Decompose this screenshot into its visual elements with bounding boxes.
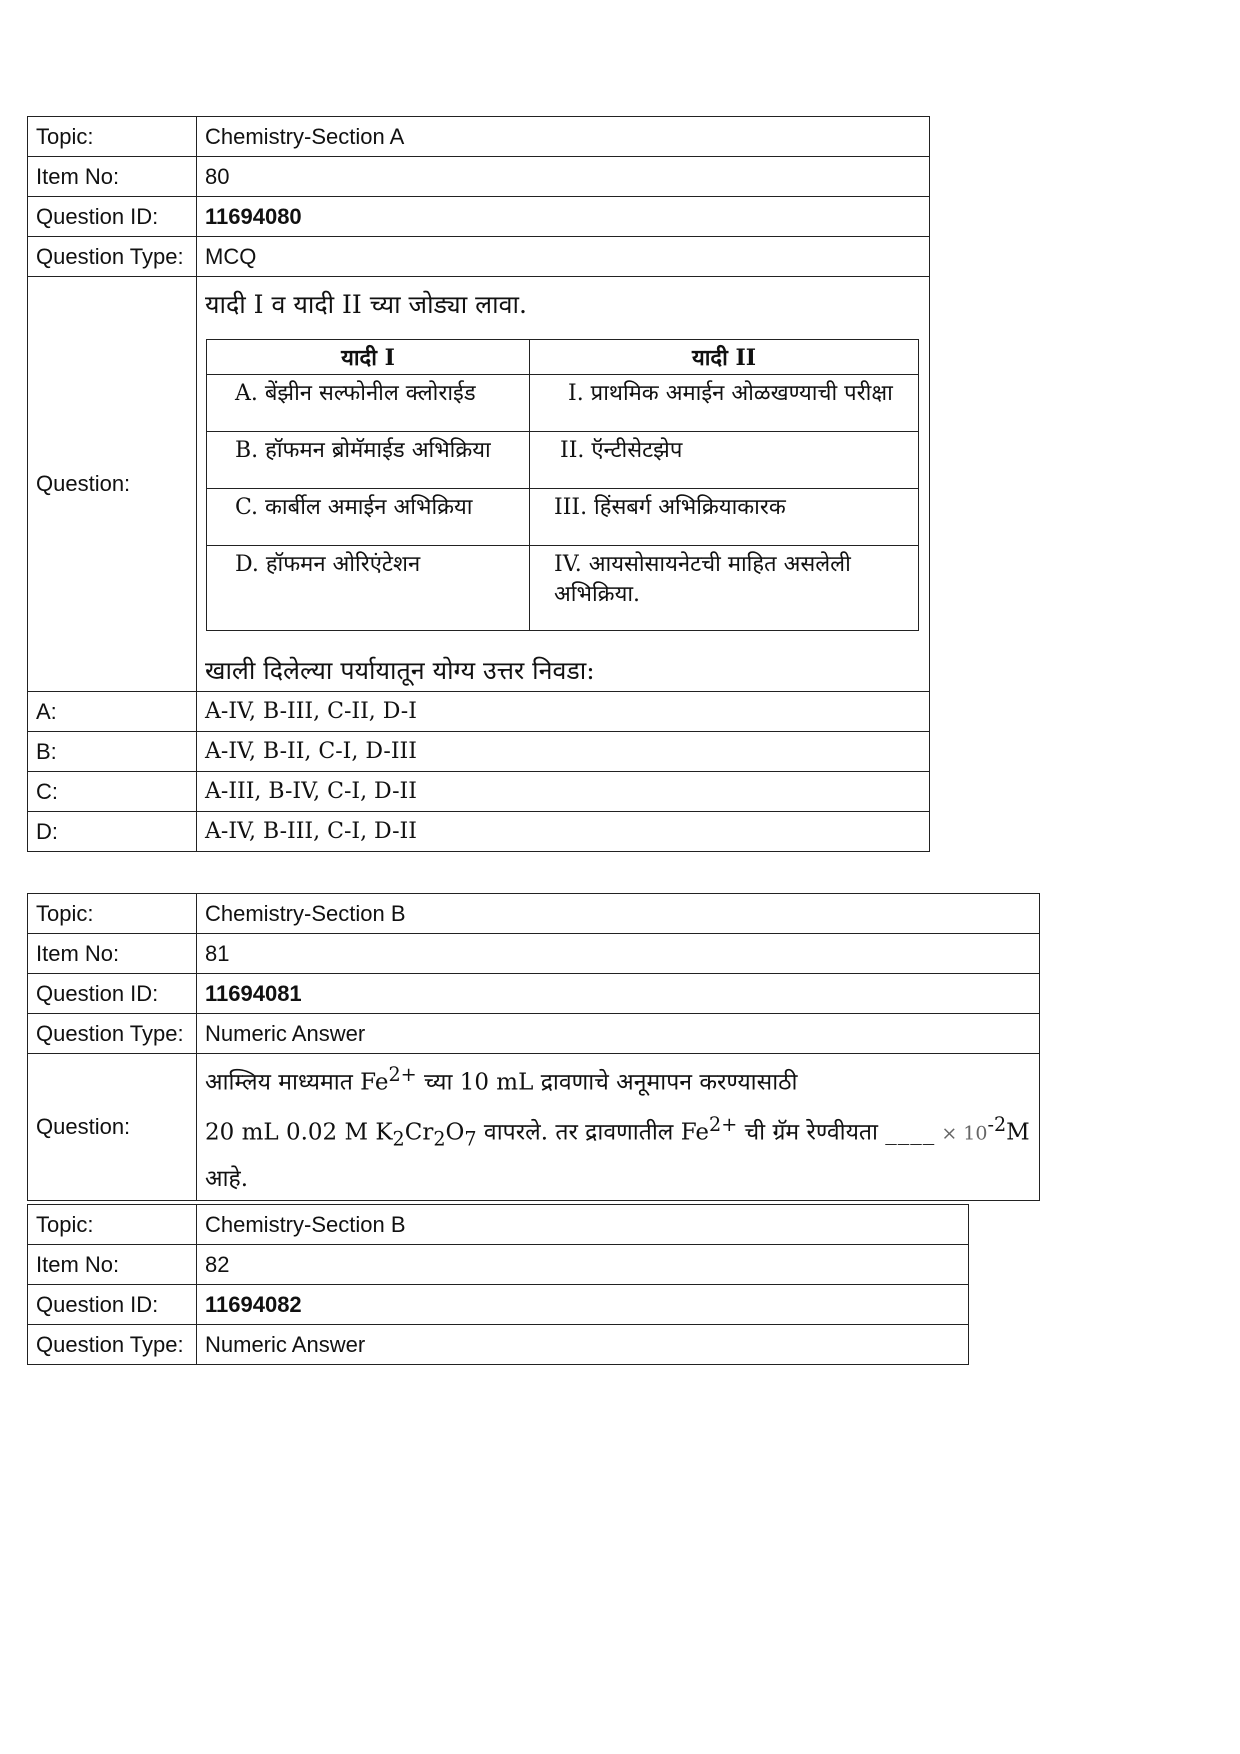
question-id-value: 11694080 [197,197,930,237]
topic-value: Chemistry-Section B [197,1205,969,1245]
option-a-text[interactable]: A-IV, B-III, C-II, D-I [197,692,930,732]
question-id-label: Question ID: [28,974,197,1014]
option-b-text[interactable]: A-IV, B-II, C-I, D-III [197,732,930,772]
question-label: Question: [28,1054,197,1201]
topic-label: Topic: [28,894,197,934]
question-type-label: Question Type: [28,1325,197,1365]
question-row [28,277,930,692]
item-no-row [28,1245,969,1285]
question-card-80 [27,116,930,852]
option-a-label: A: [28,692,197,732]
list-2-item: IV. आयसोसायनेटची माहित असलेली अभिक्रिया. [530,546,919,631]
question-id-row [28,1285,969,1325]
question-id-row [28,197,930,237]
option-c-label: C: [28,772,197,812]
question-body [197,1054,1040,1201]
question-id-value: 11694081 [197,974,1040,1014]
question-type-value: MCQ [197,237,930,277]
option-row-c[interactable] [28,772,930,812]
question-id-value: 11694082 [197,1285,969,1325]
question-footer: खाली दिलेल्या पर्यायातून योग्य उत्तर निवडा: [205,656,595,685]
item-no-value: 80 [197,157,930,197]
topic-label: Topic: [28,117,197,157]
match-row [207,546,919,631]
option-row-b[interactable] [28,732,930,772]
option-d-label: D: [28,812,197,852]
item-no-label: Item No: [28,157,197,197]
item-no-label: Item No: [28,1245,197,1285]
question-row [28,1054,1040,1201]
option-row-d[interactable] [28,812,930,852]
item-no-row [28,934,1040,974]
list-2-item: III. हिंसबर्ग अभिक्रियाकारक [530,489,919,546]
topic-value: Chemistry-Section B [197,894,1040,934]
list-1-item: D. हॉफमन ओरिएंटेशन [207,546,530,631]
match-table [206,339,919,631]
question-id-row [28,974,1040,1014]
list-1-item: B. हॉफमन ब्रोमॅमाईड अभिक्रिया [207,432,530,489]
topic-label: Topic: [28,1205,197,1245]
list-1-item: A. बेंझीन सल्फोनील क्लोराईड [207,375,530,432]
list-1-item: C. कार्बील अमाईन अभिक्रिया [207,489,530,546]
list-2-item: I. प्राथमिक अमाईन ओळखण्याची परीक्षा [530,375,919,432]
item-no-row [28,157,930,197]
question-heading: यादी I व यादी II च्या जोड्या लावा. [205,290,527,319]
option-d-text[interactable]: A-IV, B-III, C-I, D-II [197,812,930,852]
item-no-label: Item No: [28,934,197,974]
question-type-row [28,1014,1040,1054]
item-no-value: 81 [197,934,1040,974]
question-line-3: आहे. [205,1165,249,1192]
question-type-value: Numeric Answer [197,1014,1040,1054]
question-type-row [28,237,930,277]
question-label: Question: [28,277,197,692]
match-header-row [207,340,919,375]
list-2-header: यादी II [530,340,919,375]
option-b-label: B: [28,732,197,772]
option-row-a[interactable] [28,692,930,732]
question-card-81 [27,893,1040,1201]
item-no-value: 82 [197,1245,969,1285]
topic-row [28,894,1040,934]
question-id-label: Question ID: [28,197,197,237]
match-row [207,489,919,546]
topic-row [28,117,930,157]
option-c-text[interactable]: A-III, B-IV, C-I, D-II [197,772,930,812]
question-type-label: Question Type: [28,237,197,277]
question-id-label: Question ID: [28,1285,197,1325]
list-1-header: यादी I [207,340,530,375]
list-2-item: II. ऍन्टीसेटझेप [530,432,919,489]
answer-blank: ____ [885,1119,936,1146]
topic-value: Chemistry-Section A [197,117,930,157]
topic-row [28,1205,969,1245]
match-row [207,432,919,489]
match-row [207,375,919,432]
question-type-row [28,1325,969,1365]
question-type-value: Numeric Answer [197,1325,969,1365]
question-line-1: आम्लिय माध्यमात $Fe^{2+}$ च्या 10 mL द्रावणाचे अनूमापन करण्यासाठी [205,1063,798,1096]
question-body [197,277,930,692]
question-type-label: Question Type: [28,1014,197,1054]
question-line-2: 20 mL 0.02 M $K_2Cr_2O_7$ वापरले. तर द्रावणातील $Fe^{2+}$ ची ग्रॅम रेण्वीयता ____ × $10^{-2}M$ [205,1112,1030,1150]
question-card-82 [27,1204,969,1365]
